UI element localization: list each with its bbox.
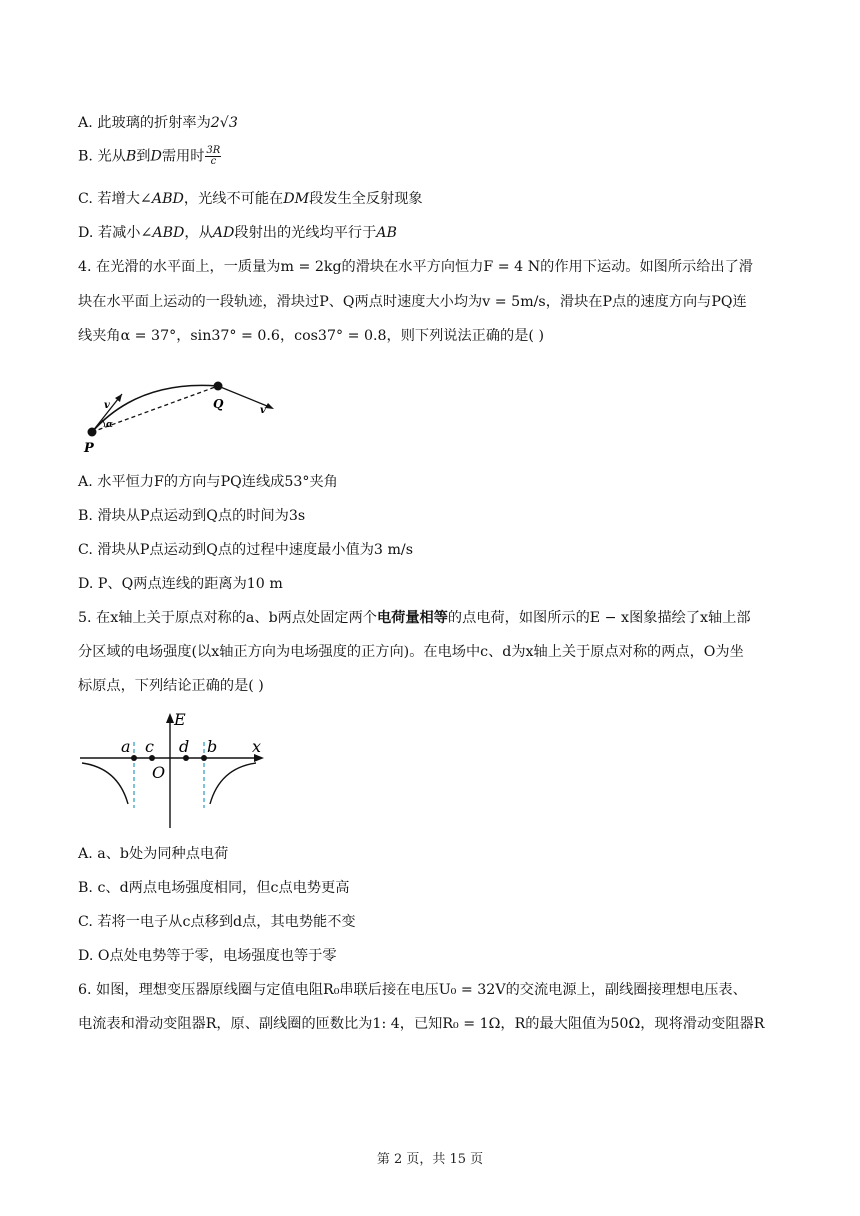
q4-option-a: A. 水平恒力F的方向与PQ连线成53°夹角 xyxy=(78,474,338,490)
q6-stem-line2: 电流表和滑动变阻器R，原、副线圈的匝数比为1: 4，已知R₀ = 1Ω，R的最大阻值为50Ω，现将滑动变阻器R xyxy=(78,1016,765,1032)
point-a xyxy=(131,755,137,761)
point-p xyxy=(88,428,97,437)
option-math: DM xyxy=(283,191,310,207)
option-text: 段发生全反射现象 xyxy=(309,191,423,207)
label-o: O xyxy=(152,763,166,782)
label-x: x xyxy=(252,737,262,756)
stem-bold-text: 电荷量相等 xyxy=(376,610,448,626)
fraction-numerator: 3R xyxy=(206,145,221,156)
page-footer: 第 2 页，共 15 页 xyxy=(376,1152,484,1167)
q3-option-c xyxy=(78,189,423,209)
option-math: B xyxy=(125,148,137,165)
label-v-p: v xyxy=(104,400,110,411)
stem-text: 的点电荷，如图所示的E − x图象描绘了x轴上部 xyxy=(447,610,751,626)
field-curve-left xyxy=(82,763,128,804)
option-text: ，从 xyxy=(184,225,213,241)
q4-stem-line3: 线夹角α = 37°，sin37° = 0.6，cos37° = 0.8，则下列说法正确的是( ) xyxy=(78,328,544,344)
option-math: ABD xyxy=(152,225,185,241)
stem-text: 5. 在x轴上关于原点对称的a、b两点处固定两个 xyxy=(78,610,377,626)
label-a: a xyxy=(121,737,131,756)
option-math: AD xyxy=(212,225,235,241)
option-text: ，光线不可能在 xyxy=(183,191,284,207)
q5-stem-line2: 分区域的电场强度(以x轴正方向为电场强度的正方向)。在电场中c、d为x轴上关于原点对称的两点，O为坐 xyxy=(78,644,744,660)
arrow-head-icon xyxy=(265,403,274,409)
q4-stem-line2: 块在水平面上运动的一段轨迹，滑块过P、Q两点时速度大小均为v = 5m/s，滑块在P点的速度方向与PQ连 xyxy=(78,294,747,310)
q3-option-a xyxy=(78,113,238,133)
q4-trajectory-figure xyxy=(78,372,288,454)
option-text: 需用时 xyxy=(161,148,205,165)
q5-option-a: A. a、b处为同种点电荷 xyxy=(78,846,229,862)
field-curve-right xyxy=(210,763,256,804)
q5-stem-line3: 标原点，下列结论正确的是( ) xyxy=(78,678,264,694)
option-text: 段射出的光线均平行于 xyxy=(234,225,377,241)
label-v-q: v xyxy=(260,405,266,416)
option-text: B. 光从 xyxy=(78,148,126,165)
option-text: 到 xyxy=(136,148,151,165)
option-math: AB xyxy=(376,225,397,241)
option-math: 2√3 xyxy=(210,115,238,131)
option-text: A. 此玻璃的折射率为 xyxy=(78,115,211,131)
option-math: D xyxy=(150,148,162,165)
q5-option-b: B. c、d两点电场强度相同，但c点电势更高 xyxy=(78,880,350,896)
option-math: ABD xyxy=(151,191,184,207)
q4-option-c: C. 滑块从P点运动到Q点的过程中速度最小值为3 m/s xyxy=(78,542,413,558)
option-text: C. 若增大∠ xyxy=(78,191,152,207)
label-c: c xyxy=(145,737,154,756)
q4-option-b: B. 滑块从P点运动到Q点的时间为3s xyxy=(78,508,306,524)
q3-option-b xyxy=(78,146,221,167)
label-p: P xyxy=(84,441,94,454)
option-text: D. 若减小∠ xyxy=(78,225,153,241)
q4-stem-line1: 4. 在光滑的水平面上，一质量为m = 2kg的滑块在水平方向恒力F = 4 N的作用下运动。如图所示给出了滑 xyxy=(78,259,753,275)
label-b: b xyxy=(207,737,218,756)
label-d: d xyxy=(179,737,190,756)
point-q xyxy=(214,382,223,391)
label-alpha: α xyxy=(106,420,113,430)
q3-option-d xyxy=(78,223,397,243)
q5-stem-line1 xyxy=(78,608,751,628)
q5-option-d: D. O点处电势等于零，电场强度也等于零 xyxy=(78,948,337,964)
q4-option-d: D. P、Q两点连线的距离为10 m xyxy=(78,576,283,592)
label-e: E xyxy=(174,710,186,729)
q5-e-x-graph xyxy=(78,708,268,832)
fraction-denominator: c xyxy=(210,156,217,167)
label-q: Q xyxy=(213,397,224,411)
alpha-arc xyxy=(102,420,105,427)
e-axis-arrow-icon xyxy=(166,713,174,723)
q5-option-c: C. 若将一电子从c点移到d点，其电势能不变 xyxy=(78,914,356,930)
fraction xyxy=(205,146,221,167)
q6-stem-line1: 6. 如图，理想变压器原线圈与定值电阻R₀串联后接在电压U₀ = 32V的交流电源上，副线圈接理想电压表、 xyxy=(78,982,747,998)
